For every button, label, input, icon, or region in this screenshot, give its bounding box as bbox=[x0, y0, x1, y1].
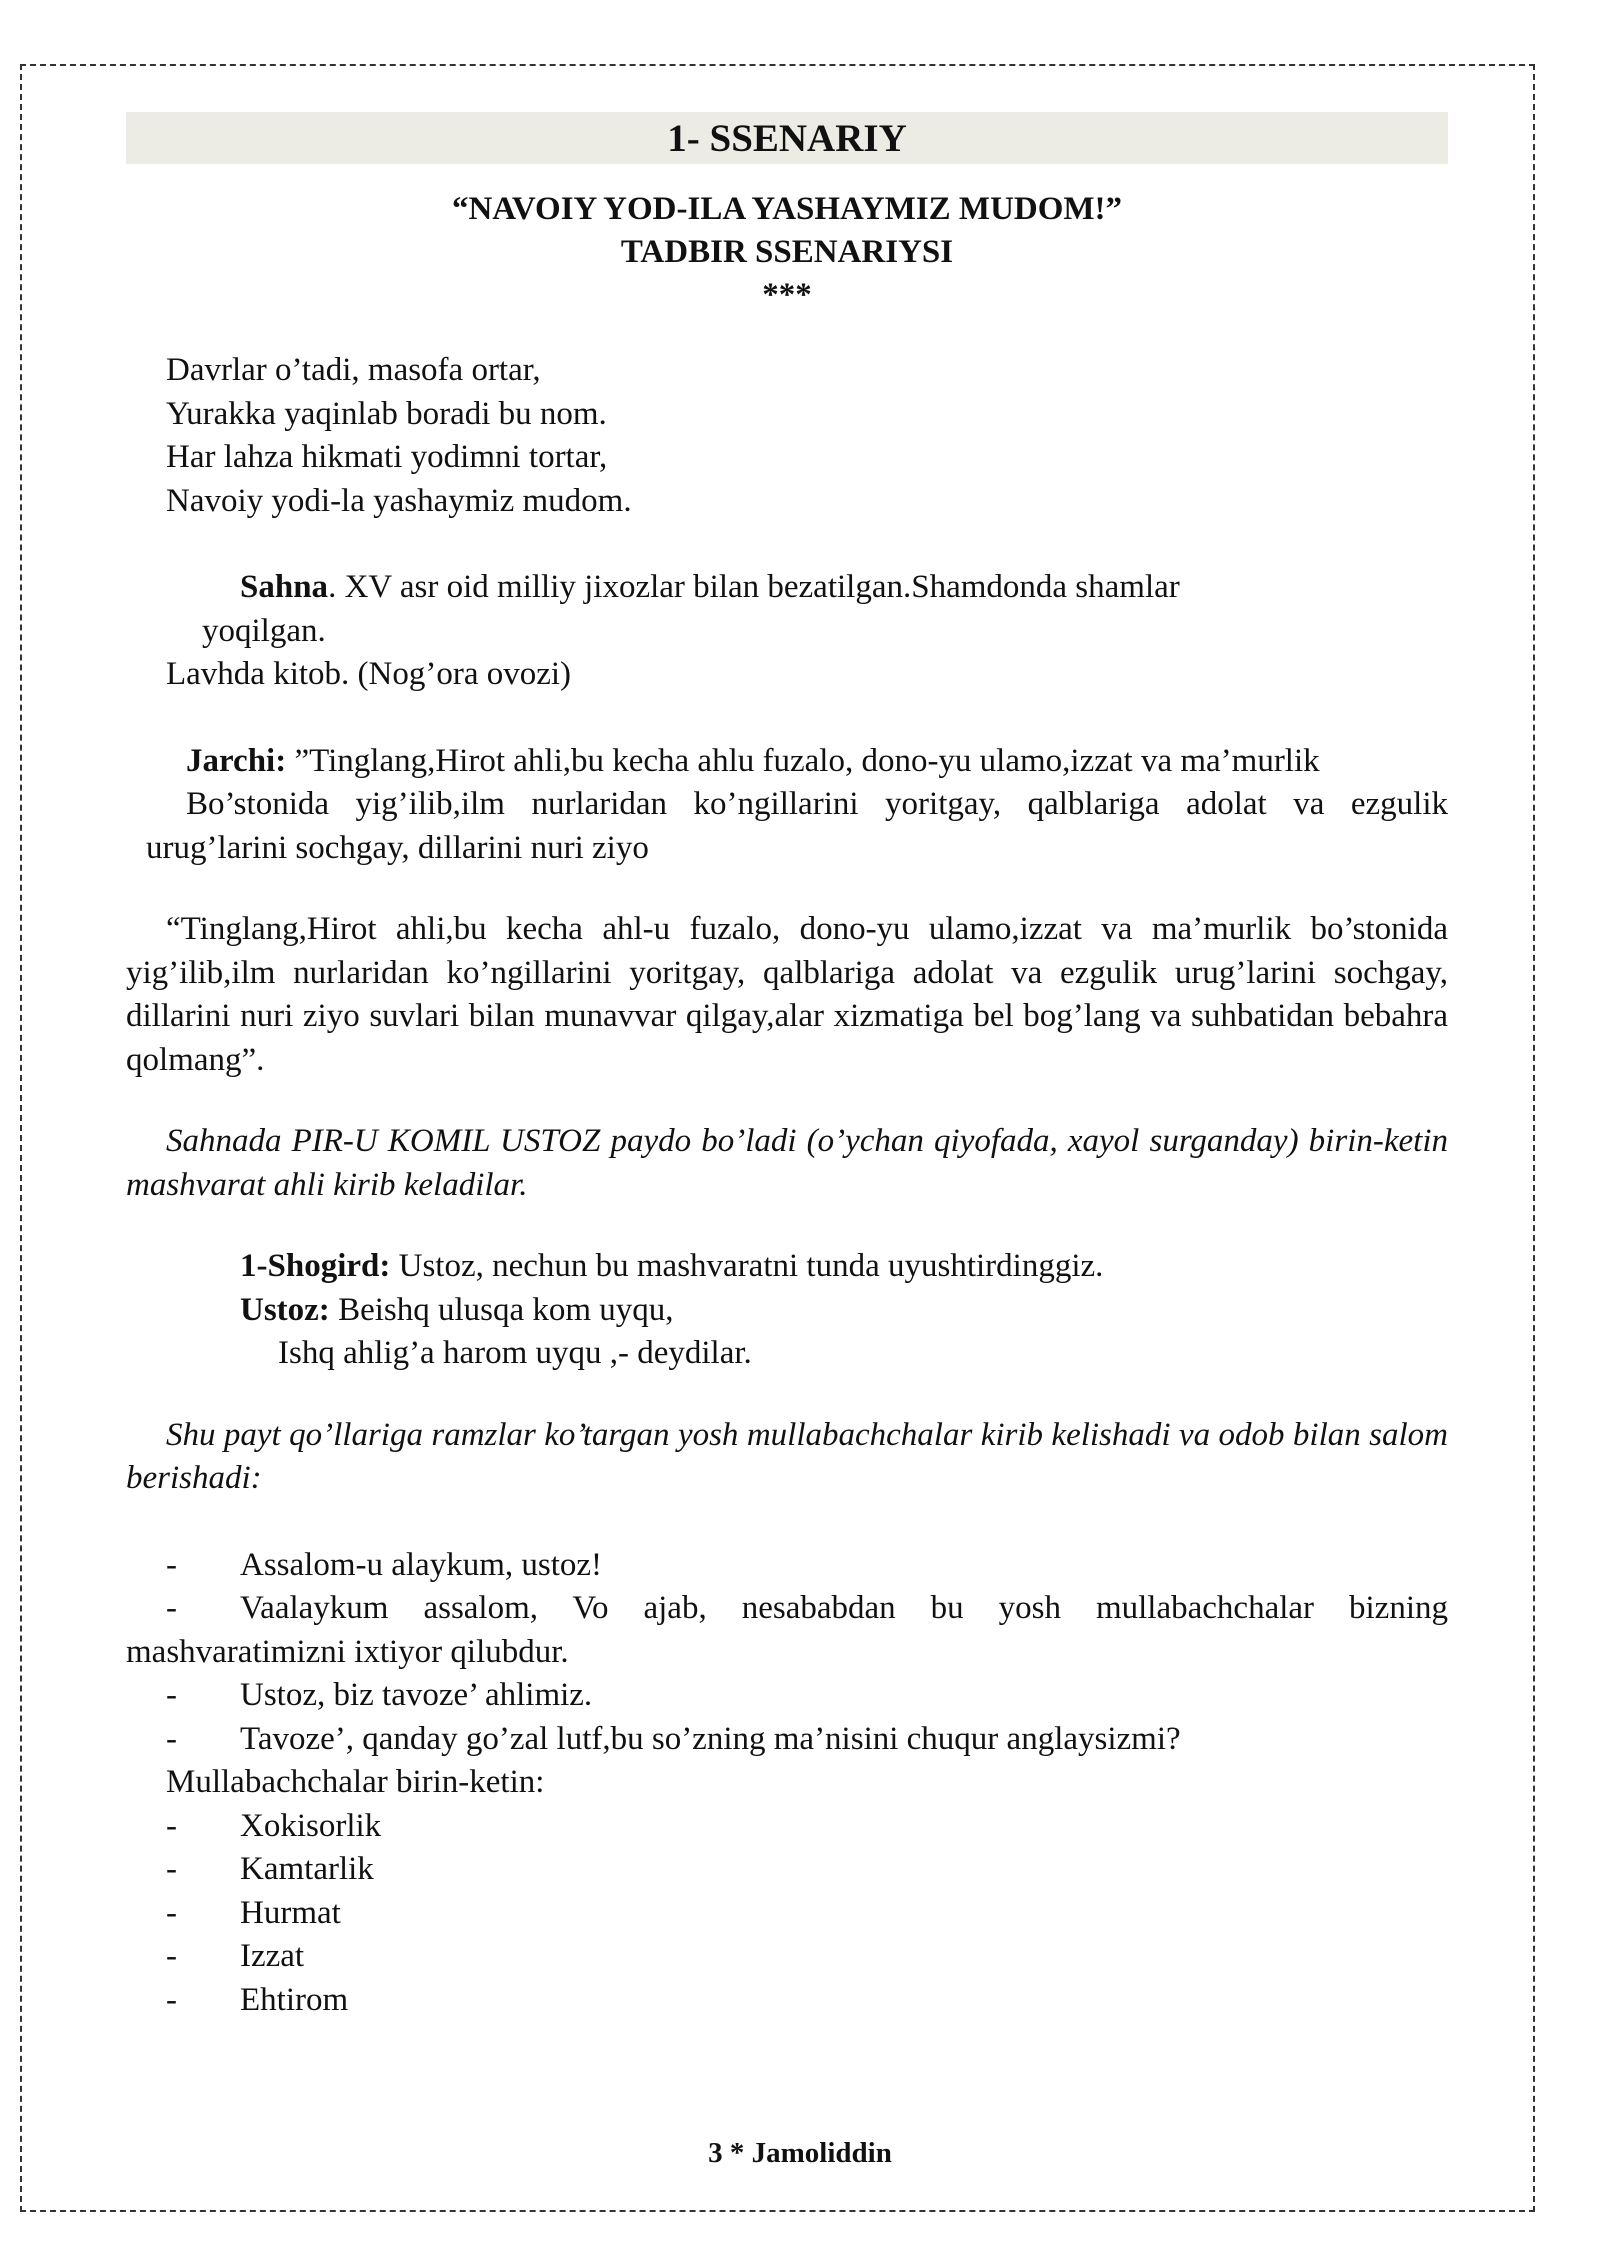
document-content bbox=[126, 112, 1448, 2022]
list-item-text: Tavoze’, qanday go’zal lutf,bu so’zning ma’nisini chuqur anglaysizmi? bbox=[240, 1720, 1181, 1757]
list-item bbox=[126, 1544, 1448, 1588]
virtue-item bbox=[126, 1979, 1448, 2023]
stage-direction-1: Sahnada PIR-U KOMIL USTOZ paydo bo’ladi (o’ychan qiyofada, xayol surganday) birin-ketin mashvarat ahli kirib keladilar. bbox=[126, 1123, 1448, 1203]
title-line-2: TADBIR SSENARIYSI bbox=[620, 234, 954, 270]
poem-line: Davrlar o’tadi, masofa ortar, bbox=[166, 352, 541, 388]
list-dash: - bbox=[166, 1894, 177, 1931]
shogird-text: Ustoz, nechun bu mashvaratni tunda uyushtirdinggiz. bbox=[390, 1248, 1104, 1284]
title-line-3: *** bbox=[762, 277, 812, 313]
virtue-text: Hurmat bbox=[240, 1894, 341, 1931]
scene-description bbox=[126, 566, 1448, 697]
list-item bbox=[126, 1674, 1448, 1718]
event-title bbox=[126, 188, 1448, 317]
ustoz-text: Beishq ulusqa kom uyqu, bbox=[329, 1291, 674, 1328]
virtue-text: Xokisorlik bbox=[240, 1807, 382, 1844]
virtue-item bbox=[126, 1892, 1448, 1936]
ustoz-text-2: Ishq ahlig’a harom uyqu ,- deydilar. bbox=[278, 1335, 752, 1371]
herald-paragraph: “Tinglang,Hirot ahli,bu kecha ahl-u fuzalo, dono-yu ulamo,izzat va ma’murlik bo’stonida yig’ilib,ilm nurlaridan ko’ngillarini yoritgay, qalblariga adolat va ezgulik urug’larini sochgay, dillarini nuri ziyo suvlari bilan munavvar qilgay,alar xizmatiga bel bog’lang va suhbatidan bebahra qolmang”. bbox=[126, 911, 1448, 1078]
virtue-text: Kamtarlik bbox=[240, 1851, 374, 1887]
virtue-text: Izzat bbox=[240, 1938, 305, 1974]
poem-line: Navoiy yodi-la yashaymiz mudom. bbox=[166, 482, 632, 519]
list-dash: - bbox=[166, 1720, 177, 1757]
list-dash: - bbox=[166, 1546, 177, 1583]
list-dash: - bbox=[166, 1938, 177, 1974]
poem-line: Yurakka yaqinlab boradi bu nom. bbox=[166, 395, 607, 432]
opening-poem bbox=[126, 349, 1448, 523]
list-dash: - bbox=[166, 1851, 177, 1887]
ustoz-label: Ustoz: bbox=[240, 1291, 330, 1328]
scenario-heading: 1- SSENARIY bbox=[126, 112, 1448, 164]
scene-text-3: Lavhda kitob. (Nog’ora ovozi) bbox=[166, 656, 572, 692]
virtue-text: Ehtirom bbox=[240, 1981, 349, 2018]
virtue-item bbox=[126, 1848, 1448, 1892]
shogird-label: 1-Shogird: bbox=[240, 1248, 391, 1284]
jarchi-text-1: ”Tinglang,Hirot ahli,bu kecha ahlu fuzalo, dono-yu ulamo,izzat va ma’murlik bbox=[286, 742, 1320, 779]
scene-text-2: yoqilgan. bbox=[202, 612, 326, 649]
scene-label: Sahna bbox=[240, 569, 329, 605]
jarchi-label: Jarchi: bbox=[186, 742, 287, 779]
dialogue-list bbox=[126, 1544, 1448, 2023]
list-item bbox=[126, 1587, 1448, 1631]
scene-text-1: . XV asr oid milliy jixozlar bilan bezatilgan.Shamdonda shamlar bbox=[328, 569, 1180, 605]
list-item-text: Assalom-u alaykum, ustoz! bbox=[240, 1546, 603, 1583]
list-item-continuation: mashvaratimizni ixtiyor qilubdur. bbox=[126, 1633, 569, 1670]
list-intro: Mullabachchalar birin-ketin: bbox=[166, 1764, 545, 1800]
list-item bbox=[126, 1718, 1448, 1762]
list-item-text: Ustoz, biz tavoze’ ahlimiz. bbox=[240, 1677, 593, 1713]
list-dash: - bbox=[166, 1590, 177, 1626]
list-dash: - bbox=[166, 1981, 177, 2018]
list-dash: - bbox=[166, 1677, 177, 1713]
shogird-line bbox=[240, 1245, 1448, 1289]
scene-line-1 bbox=[126, 566, 1448, 610]
ustoz-line bbox=[240, 1289, 1448, 1333]
jarchi-line-1 bbox=[146, 740, 1448, 784]
jarchi-speech bbox=[126, 740, 1448, 871]
poem-line: Har lahza hikmati yodimni tortar, bbox=[166, 439, 608, 475]
virtue-item bbox=[126, 1805, 1448, 1849]
dialogue bbox=[126, 1245, 1448, 1376]
jarchi-text-2: Bo’stonida yig’ilib,ilm nurlaridan ko’ngillarini yoritgay, qalblariga adolat va ezgulik urug’larini sochgay, dillarini nuri ziyo bbox=[146, 786, 1448, 866]
list-item-text: Vaalaykum assalom, Vo ajab, nesababdan bu yosh mullabachchalar bizning bbox=[240, 1590, 1448, 1626]
title-line-1: “NAVOIY YOD-ILA YASHAYMIZ MUDOM!” bbox=[451, 191, 1123, 227]
page-footer: 3 * Jamoliddin bbox=[708, 2137, 892, 2169]
stage-direction-2: Shu payt qo’llariga ramzlar ko’targan yosh mullabachchalar kirib kelishadi va odob bilan salom berishadi: bbox=[126, 1416, 1448, 1496]
list-dash: - bbox=[166, 1807, 177, 1844]
virtue-item bbox=[126, 1935, 1448, 1979]
